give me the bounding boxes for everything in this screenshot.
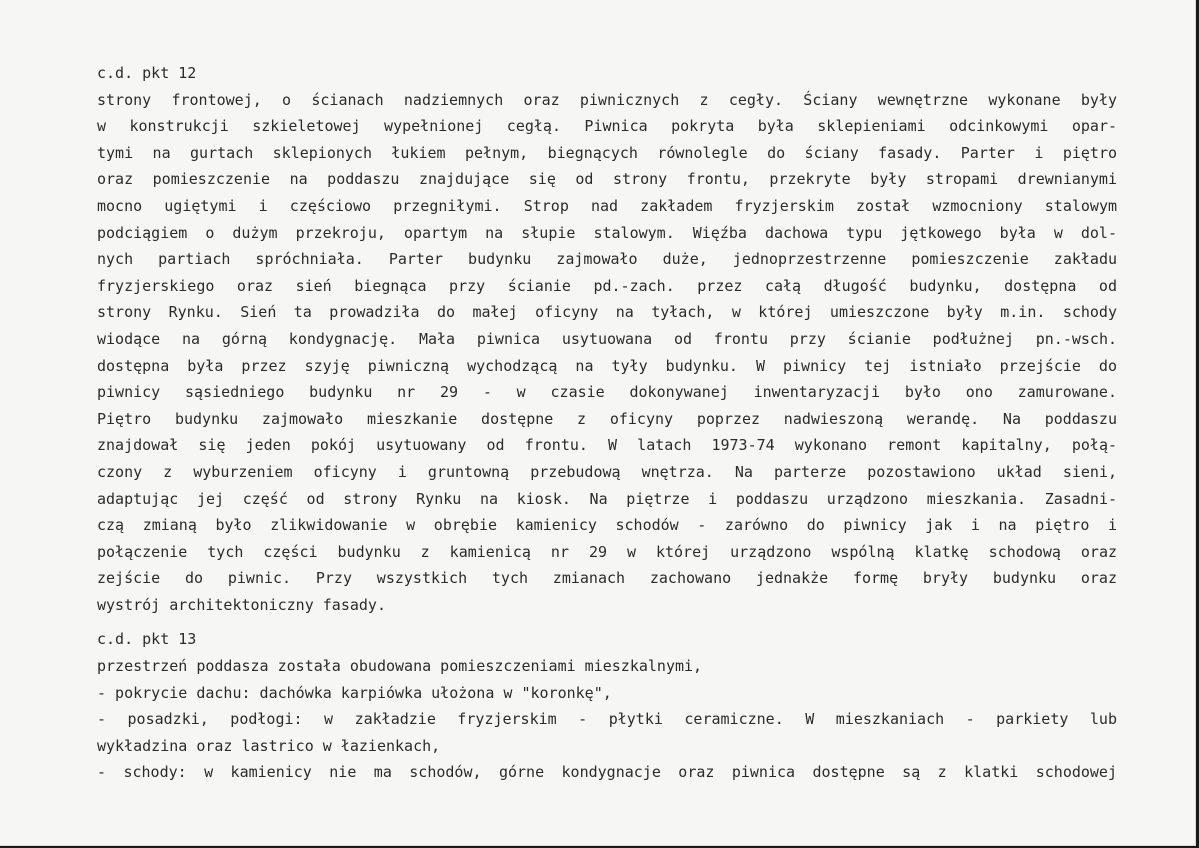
- typed-text-block: [97, 60, 1117, 786]
- paragraph-line: Piętro budynku zajmowało mieszkanie dostępne z oficyny poprzez nadwieszoną werandę. Na poddaszu: [97, 409, 1117, 428]
- paragraph-line: podciągiem o dużym przekroju, opartym na słupie stalowym. Więźba dachowa typu jętkowego była w dol-: [97, 223, 1117, 242]
- paragraph-line: strony Rynku. Sień ta prowadziła do małej oficyny na tyłach, w której umieszczone były m.in. schody: [97, 303, 1117, 322]
- paragraph-line: tymi na gurtach sklepionych łukiem pełnym, biegnących równolegle do ściany fasady. Parter i piętro: [97, 143, 1117, 162]
- list-item-continuation: wykładzina oraz lastrico w łazienkach,: [97, 736, 441, 755]
- paragraph-line: adaptując jej część od strony Rynku na kiosk. Na piętrze i poddaszu urządzono mieszkania. Zasadni-: [97, 489, 1117, 508]
- paragraph-line: piwnicy sąsiedniego budynku nr 29 - w czasie dokonywanej inwentaryzacji było ono zamurowane.: [97, 383, 1117, 402]
- paragraph-line: wystrój architektoniczny fasady.: [97, 595, 386, 614]
- paragraph-line: czony z wyburzeniem oficyny i gruntowną przebudową wnętrza. Na parterze pozostawiono układ sieni,: [97, 462, 1117, 481]
- list-item: - schody: w kamienicy nie ma schodów, górne kondygnacje oraz piwnica dostępne są z klatki schodowej: [97, 763, 1117, 782]
- paragraph-line: czą zmianą było zlikwidowanie w obrębie kamienicy schodów - zarówno do piwnicy jak i na piętro i: [97, 516, 1117, 535]
- list-item: - pokrycie dachu: dachówka karpiówka ułożona w "koronkę",: [97, 683, 612, 702]
- list-item: - posadzki, podłogi: w zakładzie fryzjerskim - płytki ceramiczne. W mieszkaniach - parkiety lub: [97, 710, 1117, 729]
- paragraph-line: połączenie tych części budynku z kamienicą nr 29 w której urządzono wspólną klatkę schodową oraz: [97, 542, 1117, 561]
- section-gap: [97, 618, 1117, 626]
- paragraph-line: znajdował się jeden pokój usytuowany od frontu. W latach 1973-74 wykonano remont kapitalny, połą-: [97, 436, 1117, 455]
- paragraph-line: strony frontowej, o ścianach nadziemnych oraz piwnicznych z cegły. Ściany wewnętrzne wykonane były: [97, 90, 1117, 109]
- section-13-heading: c.d. pkt 13: [97, 630, 197, 649]
- paragraph-line: nych partiach spróchniała. Parter budynku zajmowało duże, jednoprzestrzenne pomieszczenie zakładu: [97, 250, 1117, 269]
- paragraph-line: oraz pomieszczenie na poddaszu znajdujące się od strony frontu, przekryte były stropami drewnianymi: [97, 170, 1117, 189]
- paragraph-line: mocno ugiętymi i częściowo przegniłymi. Strop nad zakładem fryzjerskim został wzmocniony stalowym: [97, 196, 1117, 215]
- paragraph-line: dostępna była przez szyję piwniczną wychodzącą na tyły budynku. W piwnicy tej istniało przejście do: [97, 356, 1117, 375]
- paragraph-line: przestrzeń poddasza została obudowana pomieszczeniami mieszkalnymi,: [97, 657, 703, 676]
- paragraph-line: zejście do piwnic. Przy wszystkich tych zmianach zachowano jednakże formę bryły budynku oraz: [97, 569, 1117, 588]
- section-12-heading: c.d. pkt 12: [97, 64, 197, 82]
- paragraph-line: fryzjerskiego oraz sień biegnąca przy ścianie pd.-zach. przez całą długość budynku, dostępna od: [97, 276, 1117, 295]
- paragraph-line: wiodące na górną kondygnację. Mała piwnica usytuowana od frontu przy ścianie podłużnej pn.-wsch.: [97, 329, 1117, 348]
- paragraph-line: w konstrukcji szkieletowej wypełnionej cegłą. Piwnica pokryta była sklepieniami odcinkowymi opar-: [97, 117, 1117, 136]
